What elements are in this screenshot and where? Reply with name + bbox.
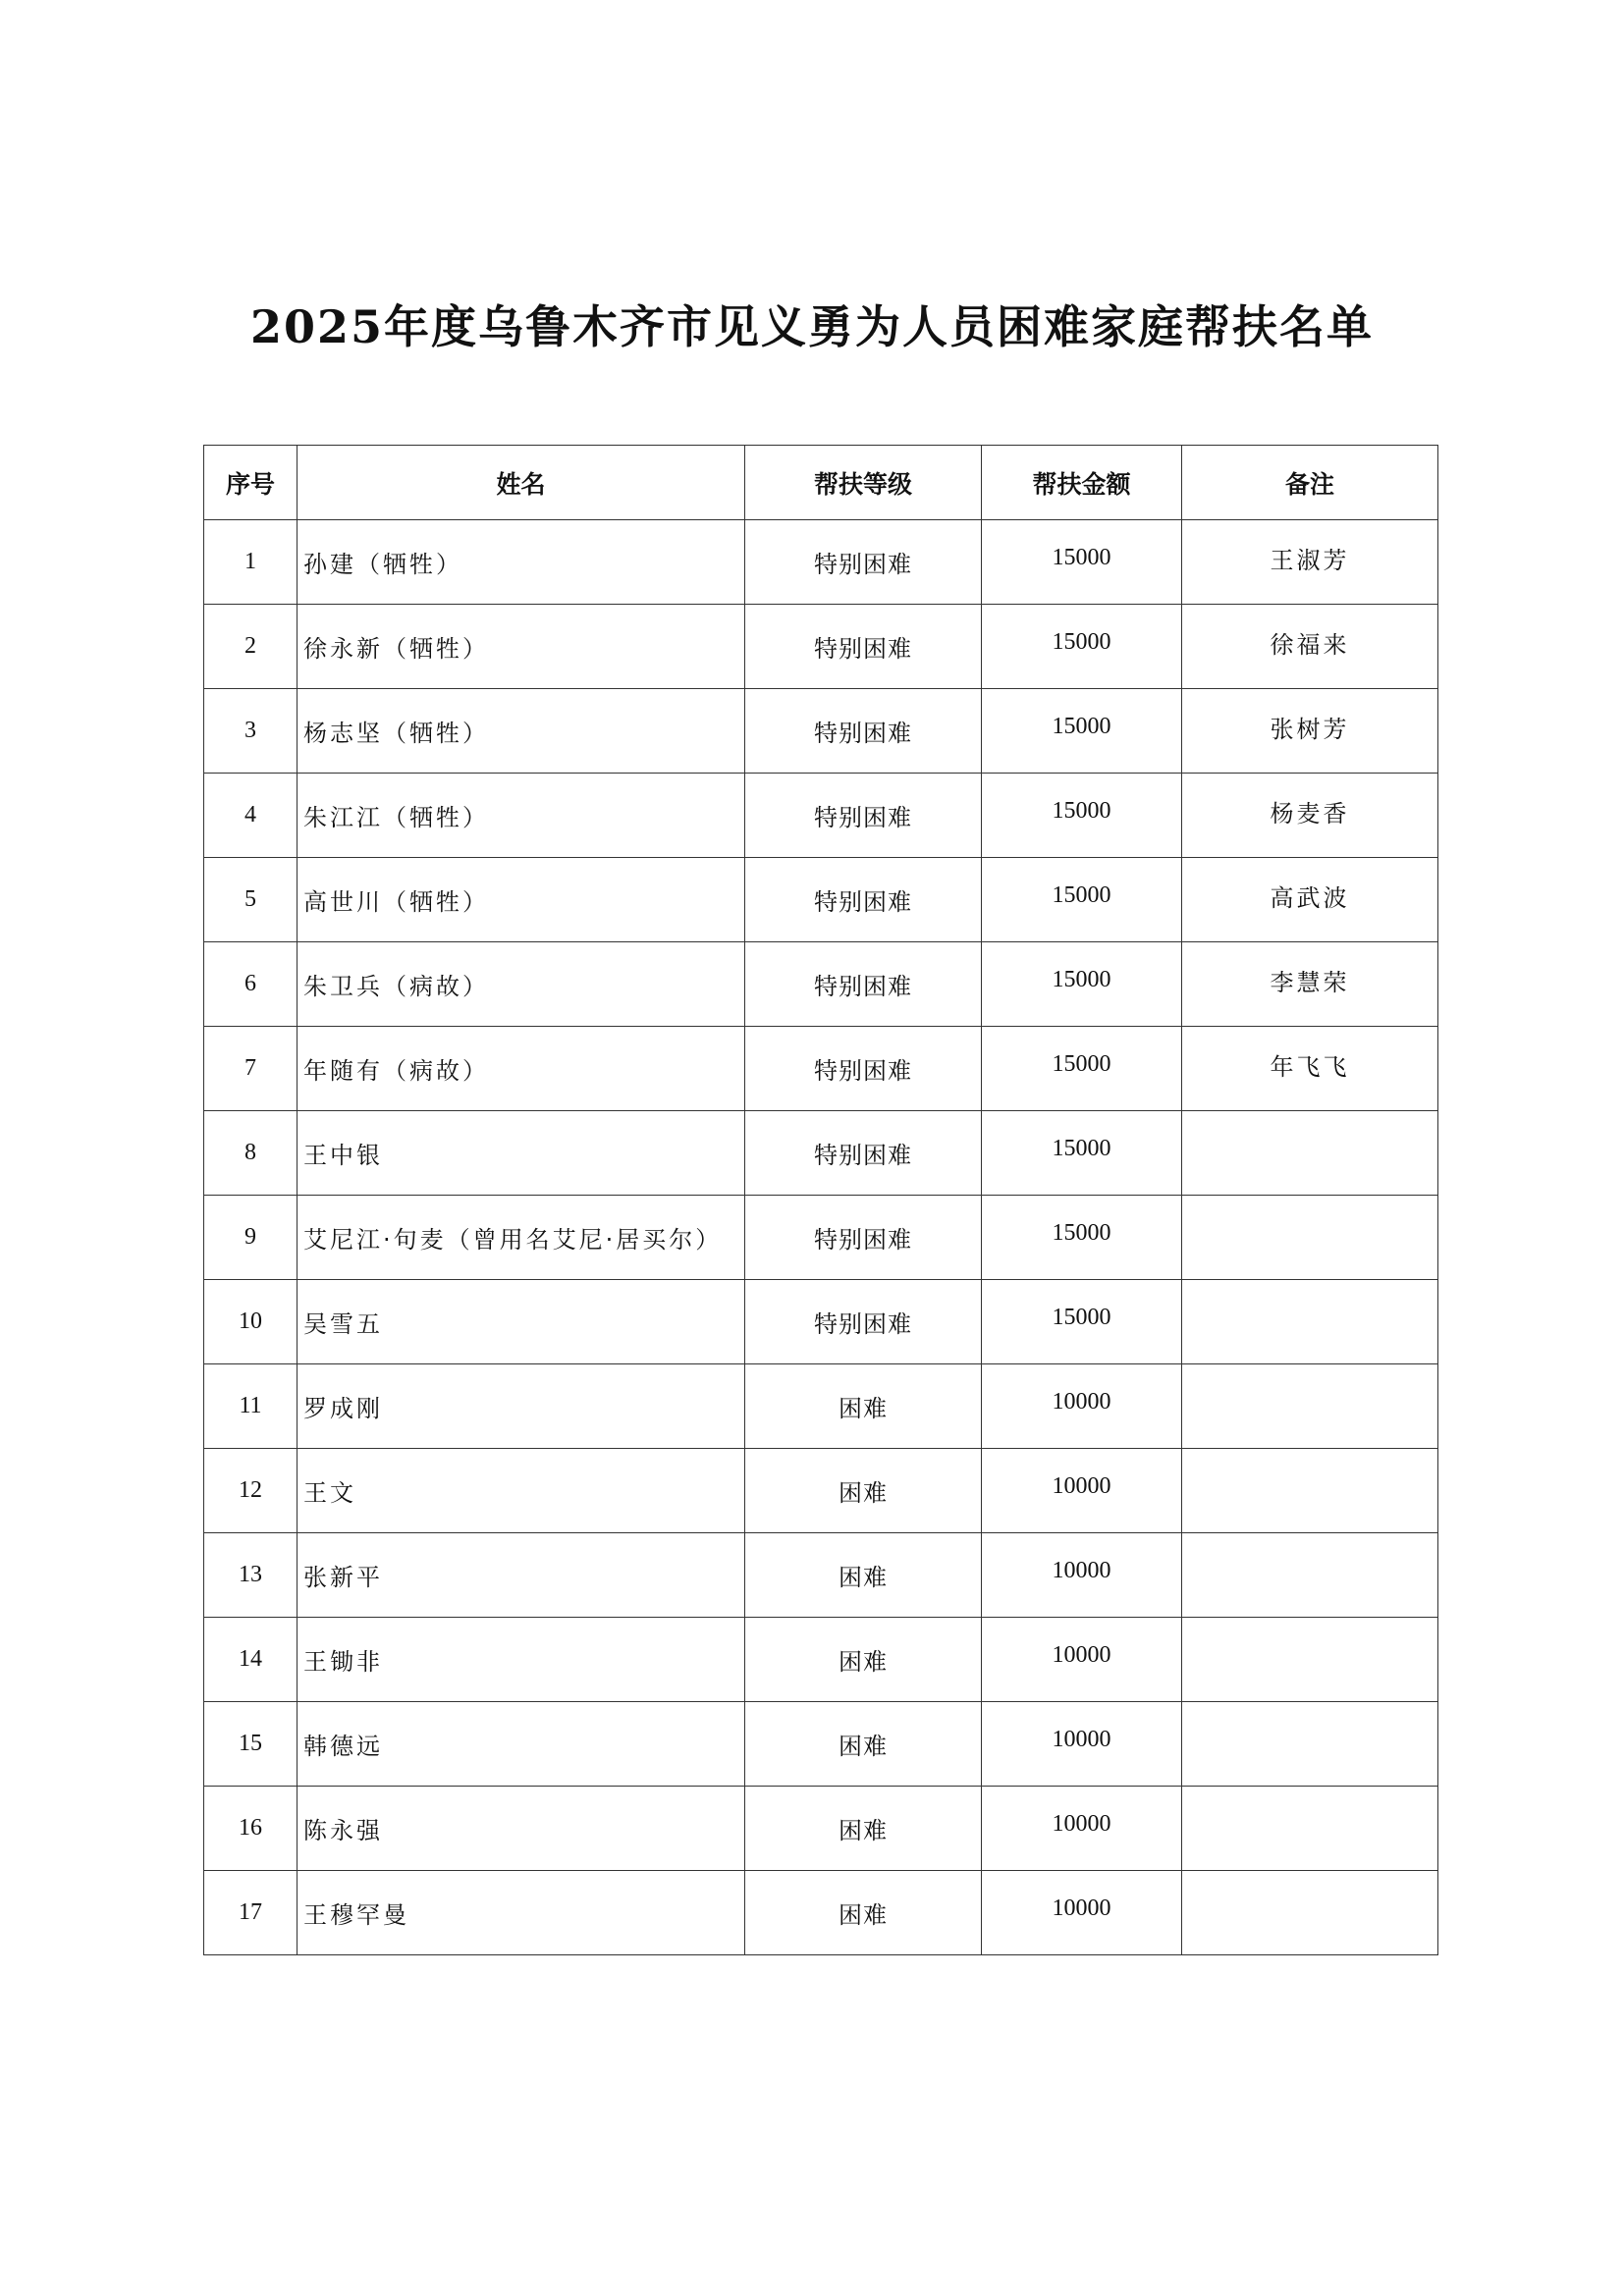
assistance-amount-cell [982,689,1182,774]
assistance-amount: 15000 [1052,1305,1111,1330]
row-number: 9 [204,1196,298,1280]
table-row [204,1871,1438,1955]
assistance-amount-cell [982,1533,1182,1618]
note: 张树芳 [1270,716,1350,743]
row-number: 14 [204,1618,298,1702]
row-number: 2 [204,605,298,689]
table-row [204,689,1438,774]
assistance-amount: 15000 [1052,1220,1111,1246]
header-no: 序号 [204,446,298,520]
table-row [204,1787,1438,1871]
table-row [204,1027,1438,1111]
note-cell [1182,1787,1438,1871]
note: 李慧荣 [1270,969,1350,996]
row-number: 4 [204,774,298,858]
assistance-amount: 15000 [1052,545,1111,570]
row-number: 12 [204,1449,298,1533]
person-name: 徐永新（牺牲） [298,605,745,689]
assistance-table [203,445,1438,1955]
row-number: 7 [204,1027,298,1111]
assistance-level: 困难 [745,1871,982,1955]
person-name: 年随有（病故） [298,1027,745,1111]
assistance-level: 困难 [745,1364,982,1449]
person-name: 孙建（牺牲） [298,520,745,605]
note-cell [1182,1871,1438,1955]
table-row [204,942,1438,1027]
assistance-level: 特别困难 [745,1280,982,1364]
assistance-amount-cell [982,1364,1182,1449]
assistance-amount: 15000 [1052,629,1111,655]
note-cell [1182,1111,1438,1196]
assistance-level: 困难 [745,1533,982,1618]
header-name: 姓名 [298,446,745,520]
table-row [204,605,1438,689]
row-number: 1 [204,520,298,605]
table-row [204,1196,1438,1280]
assistance-amount-cell [982,1787,1182,1871]
note-cell [1182,689,1438,774]
table-row [204,1449,1438,1533]
note-cell [1182,942,1438,1027]
table-row [204,1364,1438,1449]
person-name: 王穆罕曼 [298,1871,745,1955]
person-name: 朱卫兵（病故） [298,942,745,1027]
assistance-amount-cell [982,1702,1182,1787]
assistance-amount-cell [982,520,1182,605]
person-name: 艾尼江·句麦（曾用名艾尼·居买尔） [298,1196,745,1280]
table-row [204,1533,1438,1618]
table-row [204,774,1438,858]
assistance-level: 困难 [745,1449,982,1533]
row-number: 6 [204,942,298,1027]
person-name: 高世川（牺牲） [298,858,745,942]
assistance-amount: 15000 [1052,798,1111,824]
assistance-amount-cell [982,1871,1182,1955]
assistance-amount: 15000 [1052,1136,1111,1161]
row-number: 5 [204,858,298,942]
assistance-amount: 10000 [1052,1811,1111,1837]
note: 王淑芳 [1270,547,1350,574]
person-name: 韩德远 [298,1702,745,1787]
assistance-amount-cell [982,605,1182,689]
assistance-amount-cell [982,1196,1182,1280]
assistance-amount: 10000 [1052,1642,1111,1668]
assistance-amount: 10000 [1052,1473,1111,1499]
person-name: 朱江江（牺牲） [298,774,745,858]
table-row [204,520,1438,605]
header-note: 备注 [1182,446,1438,520]
table-row [204,1618,1438,1702]
note-cell [1182,1364,1438,1449]
person-name: 张新平 [298,1533,745,1618]
person-name: 王锄非 [298,1618,745,1702]
assistance-amount-cell [982,1618,1182,1702]
assistance-level: 特别困难 [745,774,982,858]
person-name: 杨志坚（牺牲） [298,689,745,774]
assistance-amount-cell [982,858,1182,942]
row-number: 15 [204,1702,298,1787]
note-cell [1182,1618,1438,1702]
assistance-level: 困难 [745,1787,982,1871]
row-number: 8 [204,1111,298,1196]
note-cell [1182,520,1438,605]
table-row [204,1702,1438,1787]
row-number: 11 [204,1364,298,1449]
assistance-level: 特别困难 [745,689,982,774]
row-number: 17 [204,1871,298,1955]
note-cell [1182,1027,1438,1111]
person-name: 罗成刚 [298,1364,745,1449]
note-cell [1182,774,1438,858]
note-cell [1182,1449,1438,1533]
assistance-amount: 15000 [1052,714,1111,739]
assistance-level: 特别困难 [745,1196,982,1280]
row-number: 16 [204,1787,298,1871]
assistance-amount: 10000 [1052,1389,1111,1415]
person-name: 王文 [298,1449,745,1533]
header-level: 帮扶等级 [745,446,982,520]
assistance-amount-cell [982,774,1182,858]
note: 杨麦香 [1270,800,1350,828]
header-amount: 帮扶金额 [982,446,1182,520]
assistance-level: 特别困难 [745,858,982,942]
assistance-amount-cell [982,1280,1182,1364]
row-number: 13 [204,1533,298,1618]
note-cell [1182,1702,1438,1787]
table-header-row [204,446,1438,520]
note-cell [1182,858,1438,942]
assistance-level: 困难 [745,1702,982,1787]
table-row [204,1280,1438,1364]
assistance-amount-cell [982,942,1182,1027]
assistance-amount-cell [982,1111,1182,1196]
assistance-amount: 15000 [1052,882,1111,908]
note: 高武波 [1270,884,1350,912]
assistance-amount: 15000 [1052,967,1111,992]
assistance-amount-cell [982,1027,1182,1111]
note: 徐福来 [1270,631,1350,659]
assistance-amount: 10000 [1052,1558,1111,1583]
assistance-amount-cell [982,1449,1182,1533]
table-row [204,1111,1438,1196]
note-cell [1182,1533,1438,1618]
assistance-level: 特别困难 [745,520,982,605]
assistance-level: 困难 [745,1618,982,1702]
assistance-level: 特别困难 [745,942,982,1027]
table-row [204,858,1438,942]
assistance-amount: 10000 [1052,1896,1111,1921]
person-name: 王中银 [298,1111,745,1196]
assistance-level: 特别困难 [745,605,982,689]
person-name: 陈永强 [298,1787,745,1871]
note-cell [1182,1280,1438,1364]
row-number: 3 [204,689,298,774]
note: 年飞飞 [1270,1053,1350,1081]
row-number: 10 [204,1280,298,1364]
note-cell [1182,1196,1438,1280]
person-name: 吴雪五 [298,1280,745,1364]
assistance-amount: 10000 [1052,1727,1111,1752]
assistance-amount: 15000 [1052,1051,1111,1077]
table-body [204,520,1438,1955]
document-title: 2025年度乌鲁木齐市见义勇为人员困难家庭帮扶名单 [249,300,1375,353]
assistance-level: 特别困难 [745,1111,982,1196]
note-cell [1182,605,1438,689]
assistance-level: 特别困难 [745,1027,982,1111]
